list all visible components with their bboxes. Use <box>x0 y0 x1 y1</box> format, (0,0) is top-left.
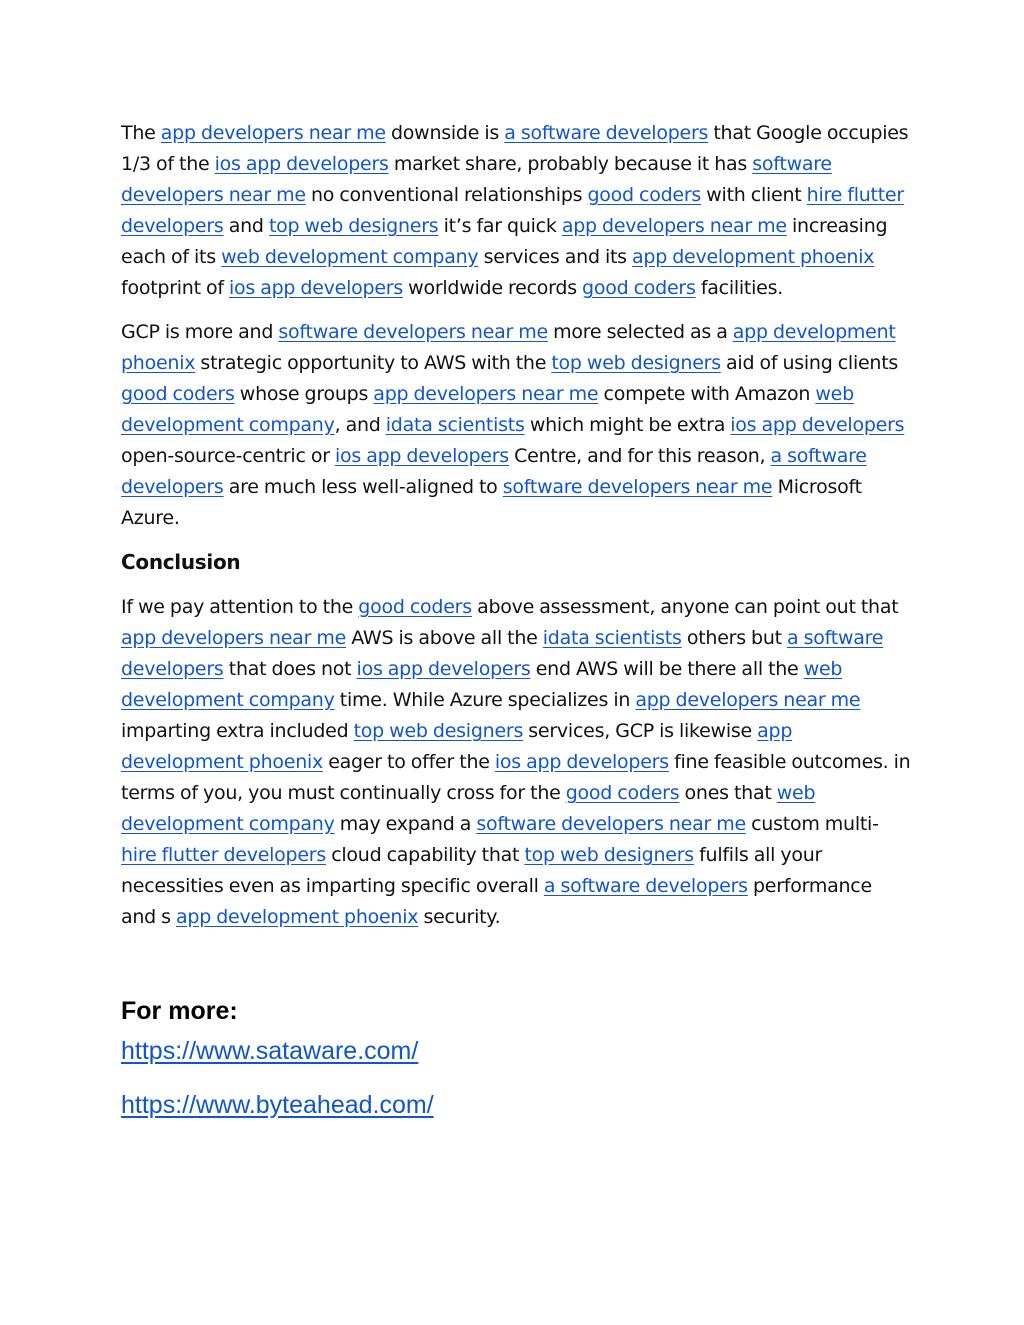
body-text: it’s far quick <box>438 215 562 237</box>
body-text: compete with Amazon <box>598 383 816 405</box>
sataware-link[interactable]: https://www.sataware.com/ <box>121 1037 419 1065</box>
inline-link[interactable]: ios app developers <box>214 153 389 175</box>
body-text: downside is <box>385 122 505 144</box>
body-text: may expand a <box>334 813 477 835</box>
link-line-2 <box>121 1089 911 1121</box>
inline-link[interactable]: top web designers <box>353 720 524 742</box>
section-heading: Conclusion <box>121 550 241 574</box>
inline-link[interactable]: ios app developers <box>494 751 669 773</box>
body-text: services, GCP is likewise <box>523 720 758 742</box>
inline-link[interactable]: software developers near me <box>476 813 746 835</box>
paragraph <box>121 118 911 304</box>
inline-link[interactable]: web development company <box>121 658 843 711</box>
inline-link[interactable]: good coders <box>358 596 472 618</box>
body-text: cloud capability that <box>326 844 525 866</box>
inline-link[interactable]: ios app developers <box>228 277 403 299</box>
body-text: above assessment, anyone can point out that <box>471 596 899 618</box>
inline-link[interactable]: web development company <box>221 246 479 268</box>
body-text: increasing each of its <box>121 215 888 268</box>
body-text: performance and s <box>121 875 872 928</box>
inline-link[interactable]: good coders <box>587 184 702 206</box>
body-text: fulfils all your necessities even as imparting specific overall <box>121 844 823 897</box>
inline-link[interactable]: top web designers <box>551 352 721 374</box>
inline-link[interactable]: hire flutter developers <box>121 844 326 866</box>
body-text: and <box>223 215 269 237</box>
body-text: eager to offer the <box>323 751 495 773</box>
paragraph <box>121 592 911 933</box>
body-text: strategic opportunity to AWS with the <box>195 352 552 374</box>
inline-link[interactable]: ios app developers <box>356 658 531 680</box>
inline-link[interactable]: idata scientists <box>542 627 682 649</box>
link-line-1 <box>121 1035 911 1067</box>
inline-link[interactable]: software developers near me <box>121 153 832 206</box>
inline-link[interactable]: ios app developers <box>730 414 905 436</box>
inline-link[interactable]: app development phoenix <box>121 321 896 374</box>
body-text: end AWS will be there all the <box>530 658 804 680</box>
inline-link[interactable]: good coders <box>565 782 680 804</box>
document-page <box>121 118 911 1143</box>
body-text: facilities. <box>695 277 784 299</box>
inline-link[interactable]: app developers near me <box>160 122 386 144</box>
body-text: ones that <box>679 782 777 804</box>
body-text: If we pay attention to the <box>121 596 359 618</box>
body-text: , and <box>334 414 386 436</box>
body-text: GCP is more and <box>121 321 279 343</box>
body-text: services and its <box>478 246 633 268</box>
body-text: imparting extra included <box>121 720 354 742</box>
body-text: worldwide records <box>402 277 583 299</box>
body-text: AWS is above all the <box>346 627 543 649</box>
body-text: that does not <box>223 658 357 680</box>
body-text: no conventional relationships <box>305 184 588 206</box>
body-text: market share, probably because it has <box>388 153 753 175</box>
body-text: fine feasible outcomes. in terms of you, you must continually cross for the <box>121 751 911 804</box>
inline-link[interactable]: web development company <box>121 782 816 835</box>
inline-link[interactable]: idata scientists <box>385 414 525 436</box>
body-text: security. <box>418 906 501 928</box>
inline-link[interactable]: a software developers <box>121 445 867 498</box>
body-text: others but <box>681 627 788 649</box>
inline-link[interactable]: app development phoenix <box>632 246 875 268</box>
body-text: aid of using clients <box>720 352 899 374</box>
body-text: time. While Azure specializes in <box>334 689 636 711</box>
inline-link[interactable]: software developers near me <box>502 476 773 498</box>
inline-link[interactable]: hire flutter developers <box>121 184 904 237</box>
inline-link[interactable]: good coders <box>582 277 696 299</box>
inline-link[interactable]: app developers near me <box>561 215 787 237</box>
body-text: open-source-centric or <box>121 445 335 467</box>
body-text: whose groups <box>234 383 374 405</box>
body-text: are much less well-aligned to <box>223 476 503 498</box>
inline-link[interactable]: a software developers <box>543 875 748 897</box>
body-text: more selected as a <box>547 321 733 343</box>
body-text: with client <box>701 184 807 206</box>
inline-link[interactable]: top web designers <box>268 215 439 237</box>
inline-link[interactable]: a software developers <box>504 122 709 144</box>
body-text: Centre, and for this reason, <box>508 445 771 467</box>
byteahead-link[interactable]: https://www.byteahead.com/ <box>121 1091 434 1119</box>
inline-link[interactable]: ios app developers <box>334 445 509 467</box>
inline-link[interactable]: app developers near me <box>373 383 599 405</box>
body-text: which might be extra <box>524 414 731 436</box>
body-text: that Google occupies 1/3 of the <box>121 122 909 175</box>
body-text: The <box>121 122 161 144</box>
inline-link[interactable]: app development phoenix <box>121 720 793 773</box>
inline-link[interactable]: app developers near me <box>635 689 861 711</box>
inline-link[interactable]: good coders <box>121 383 235 405</box>
inline-link[interactable]: software developers near me <box>278 321 548 343</box>
inline-link[interactable]: web development company <box>121 383 854 436</box>
body-text: footprint of <box>121 277 229 299</box>
body-text: custom multi- <box>745 813 879 835</box>
inline-link[interactable]: app development phoenix <box>176 906 419 928</box>
inline-link[interactable]: top web designers <box>524 844 694 866</box>
inline-link[interactable]: a software developers <box>121 627 884 680</box>
paragraph <box>121 317 911 534</box>
document-body <box>121 118 911 933</box>
inline-link[interactable]: app developers near me <box>121 627 347 649</box>
for-more-heading: For more: <box>121 997 238 1025</box>
body-text: Microsoft Azure. <box>121 476 862 529</box>
